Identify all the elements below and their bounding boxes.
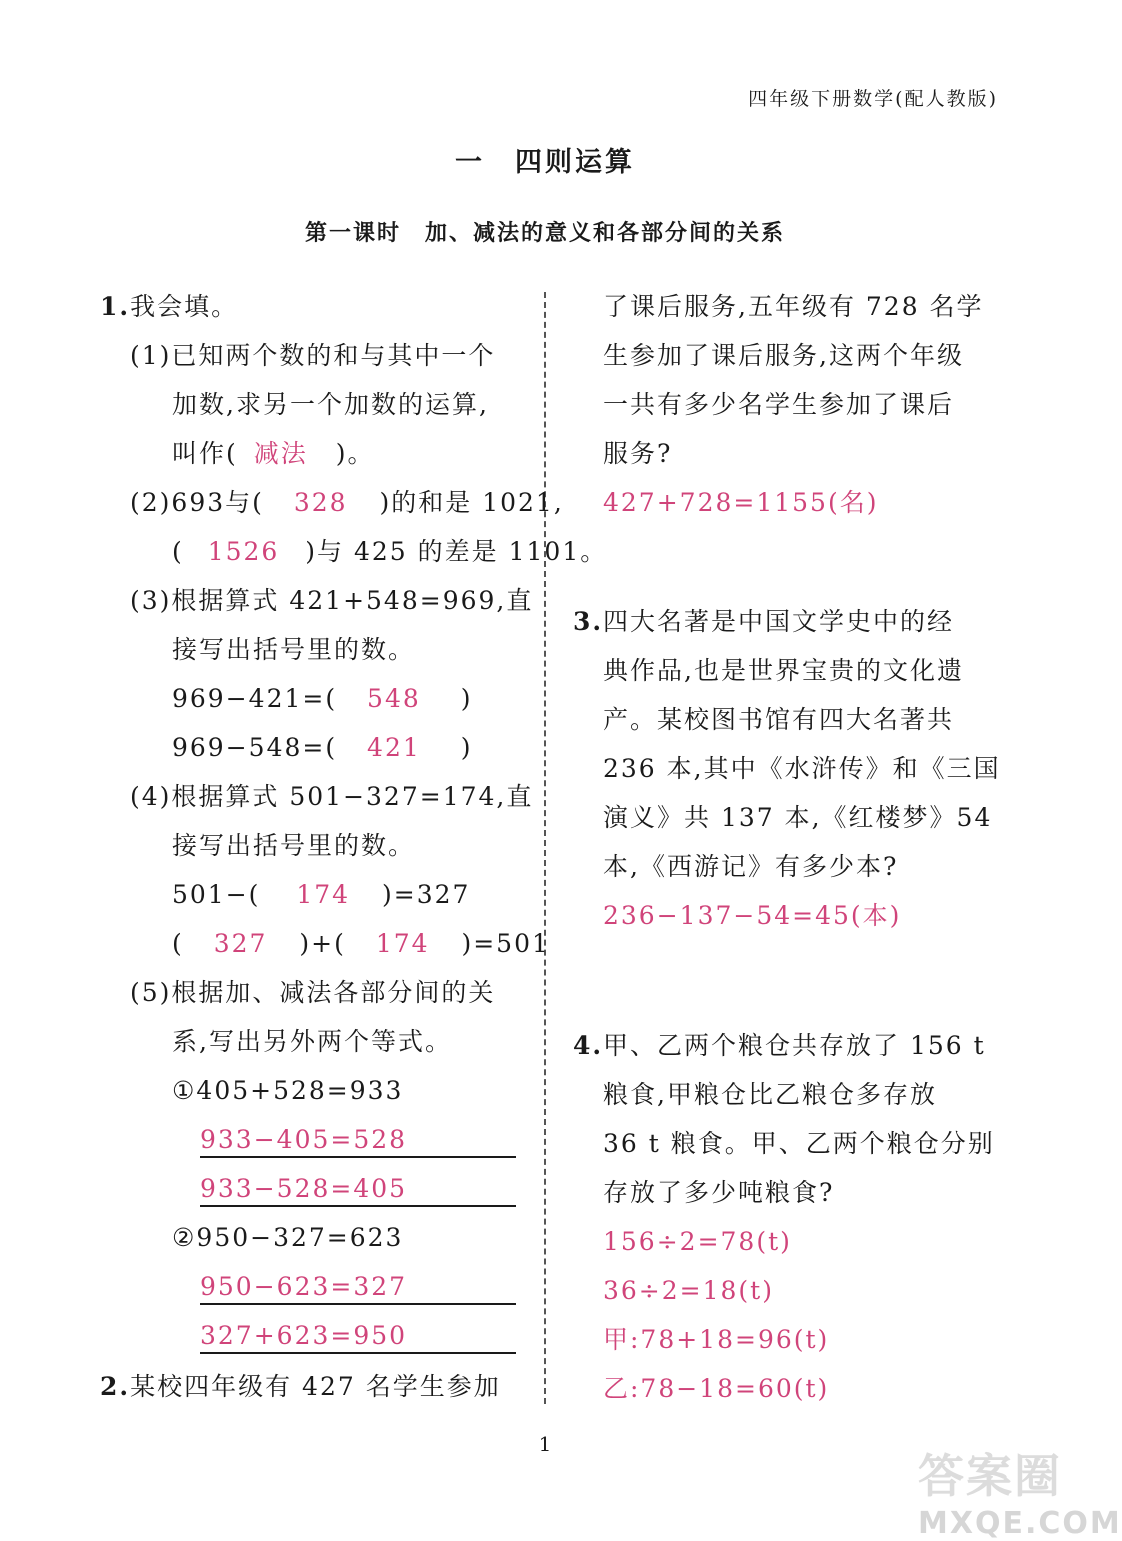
q1-part4-eq1 <box>172 880 470 910</box>
q1-part1-line3 <box>172 439 374 469</box>
q1-part2-line1 <box>130 488 564 518</box>
text: ( <box>172 537 184 566</box>
question-number: 3. <box>573 607 604 636</box>
q1-part4-line1: (4)根据算式 501−327=174,直 <box>130 782 534 811</box>
text: ( <box>172 929 184 958</box>
text: )+( <box>299 929 346 958</box>
text: )。 <box>335 439 375 468</box>
text: )与 425 的差是 1101。 <box>305 537 608 566</box>
q1-part4-line2: 接写出括号里的数。 <box>172 831 416 860</box>
text: )=501 <box>461 929 550 958</box>
question-text: 服务? <box>603 439 673 468</box>
q1-part2-line2 <box>172 537 607 567</box>
lesson-title: 第一课时 加、减法的意义和各部分间的关系 <box>304 221 785 246</box>
text: 969−421=( <box>172 684 338 713</box>
text: ) <box>460 733 473 762</box>
question-text: 四大名著是中国文学史中的经 <box>603 607 955 636</box>
question-text: 典作品,也是世界宝贵的文化遗 <box>603 656 964 685</box>
answer-line[interactable]: 36÷2=18(t) <box>603 1276 774 1305</box>
answer-blank[interactable]: 174 <box>296 880 351 909</box>
q1-part3-line1: (3)根据算式 421+548=969,直 <box>130 586 534 615</box>
text: 501−( <box>172 880 261 909</box>
question-text: 产。某校图书馆有四大名著共 <box>603 705 955 734</box>
answer-blank[interactable]: 327 <box>213 929 268 958</box>
text: )的和是 1021, <box>379 488 564 517</box>
answer-underline <box>200 1205 516 1207</box>
q1-part1-line1: (1)已知两个数的和与其中一个 <box>130 341 496 370</box>
answer-underline <box>200 1156 516 1158</box>
q1-part5-line2: 系,写出另外两个等式。 <box>172 1027 452 1056</box>
text: 叫作( <box>172 439 238 468</box>
question-text: 某校四年级有 427 名学生参加 <box>130 1372 501 1401</box>
answer-blank[interactable]: 1526 <box>207 537 280 566</box>
answer-blank[interactable]: 减法 <box>253 439 308 468</box>
answer-line[interactable]: 327+623=950 <box>200 1321 408 1350</box>
page-number: 1 <box>538 1432 552 1456</box>
question-text: 粮食,甲粮仓比乙粮仓多存放 <box>603 1080 937 1109</box>
question-text: 本,《西游记》有多少本? <box>603 852 899 881</box>
question-text: 甲、乙两个粮仓共存放了 156 t <box>603 1031 986 1060</box>
answer-blank[interactable]: 421 <box>367 733 421 762</box>
answer-line[interactable]: 933−528=405 <box>200 1174 408 1203</box>
question-text: 生参加了课后服务,这两个年级 <box>603 341 964 370</box>
question-number: 4. <box>573 1031 604 1060</box>
answer-line[interactable]: 甲:78+18=96(t) <box>603 1325 830 1354</box>
answer-line[interactable]: 乙:78−18=60(t) <box>603 1374 830 1403</box>
q1-part5-sub2: ②950−327=623 <box>172 1223 404 1252</box>
question-text: 了课后服务,五年级有 728 名学 <box>603 292 984 321</box>
answer-line[interactable]: 236−137−54=45(本) <box>603 901 902 930</box>
q1-part5-line1: (5)根据加、减法各部分间的关 <box>130 978 496 1007</box>
column-divider <box>544 292 546 1404</box>
text: (2)693与( <box>130 488 264 517</box>
answer-line[interactable]: 950−623=327 <box>200 1272 408 1301</box>
answer-line[interactable]: 427+728=1155(名) <box>603 488 879 517</box>
answer-line[interactable]: 156÷2=78(t) <box>603 1227 792 1256</box>
text: ) <box>460 684 473 713</box>
question-title: 我会填。 <box>130 292 239 321</box>
chapter-title: 一 四则运算 <box>455 147 635 178</box>
question-text: 一共有多少名学生参加了课后 <box>603 390 955 419</box>
q1-part4-eq2 <box>172 929 550 959</box>
watermark-url: MXQE.COM <box>918 1506 1122 1541</box>
q1-part3-eq1 <box>172 684 472 714</box>
watermark-logo <box>918 1440 1122 1541</box>
text: )=327 <box>382 880 471 909</box>
answer-blank[interactable]: 328 <box>293 488 348 517</box>
question-number: 1. <box>100 292 131 321</box>
q1-part1-line2: 加数,求另一个加数的运算, <box>172 390 489 419</box>
q1-part3-eq2 <box>172 733 472 763</box>
q1-part5-sub1: ①405+528=933 <box>172 1076 404 1105</box>
question-text: 36 t 粮食。甲、乙两个粮仓分别 <box>603 1129 995 1158</box>
question-text: 演义》共 137 本,《红楼梦》54 <box>603 803 993 832</box>
q1-part3-line2: 接写出括号里的数。 <box>172 635 416 664</box>
question-text: 存放了多少吨粮食? <box>603 1178 835 1207</box>
book-title: 四年级下册数学(配人教版) <box>748 88 998 110</box>
answer-underline <box>200 1303 516 1305</box>
watermark-text: 答案圈 <box>918 1449 1062 1503</box>
question-text: 236 本,其中《水浒传》和《三国 <box>603 754 1001 783</box>
answer-line[interactable]: 933−405=528 <box>200 1125 408 1154</box>
text: 969−548=( <box>172 733 338 762</box>
answer-blank[interactable]: 174 <box>375 929 430 958</box>
answer-underline <box>200 1352 516 1354</box>
question-number: 2. <box>100 1372 131 1401</box>
answer-blank[interactable]: 548 <box>367 684 421 713</box>
